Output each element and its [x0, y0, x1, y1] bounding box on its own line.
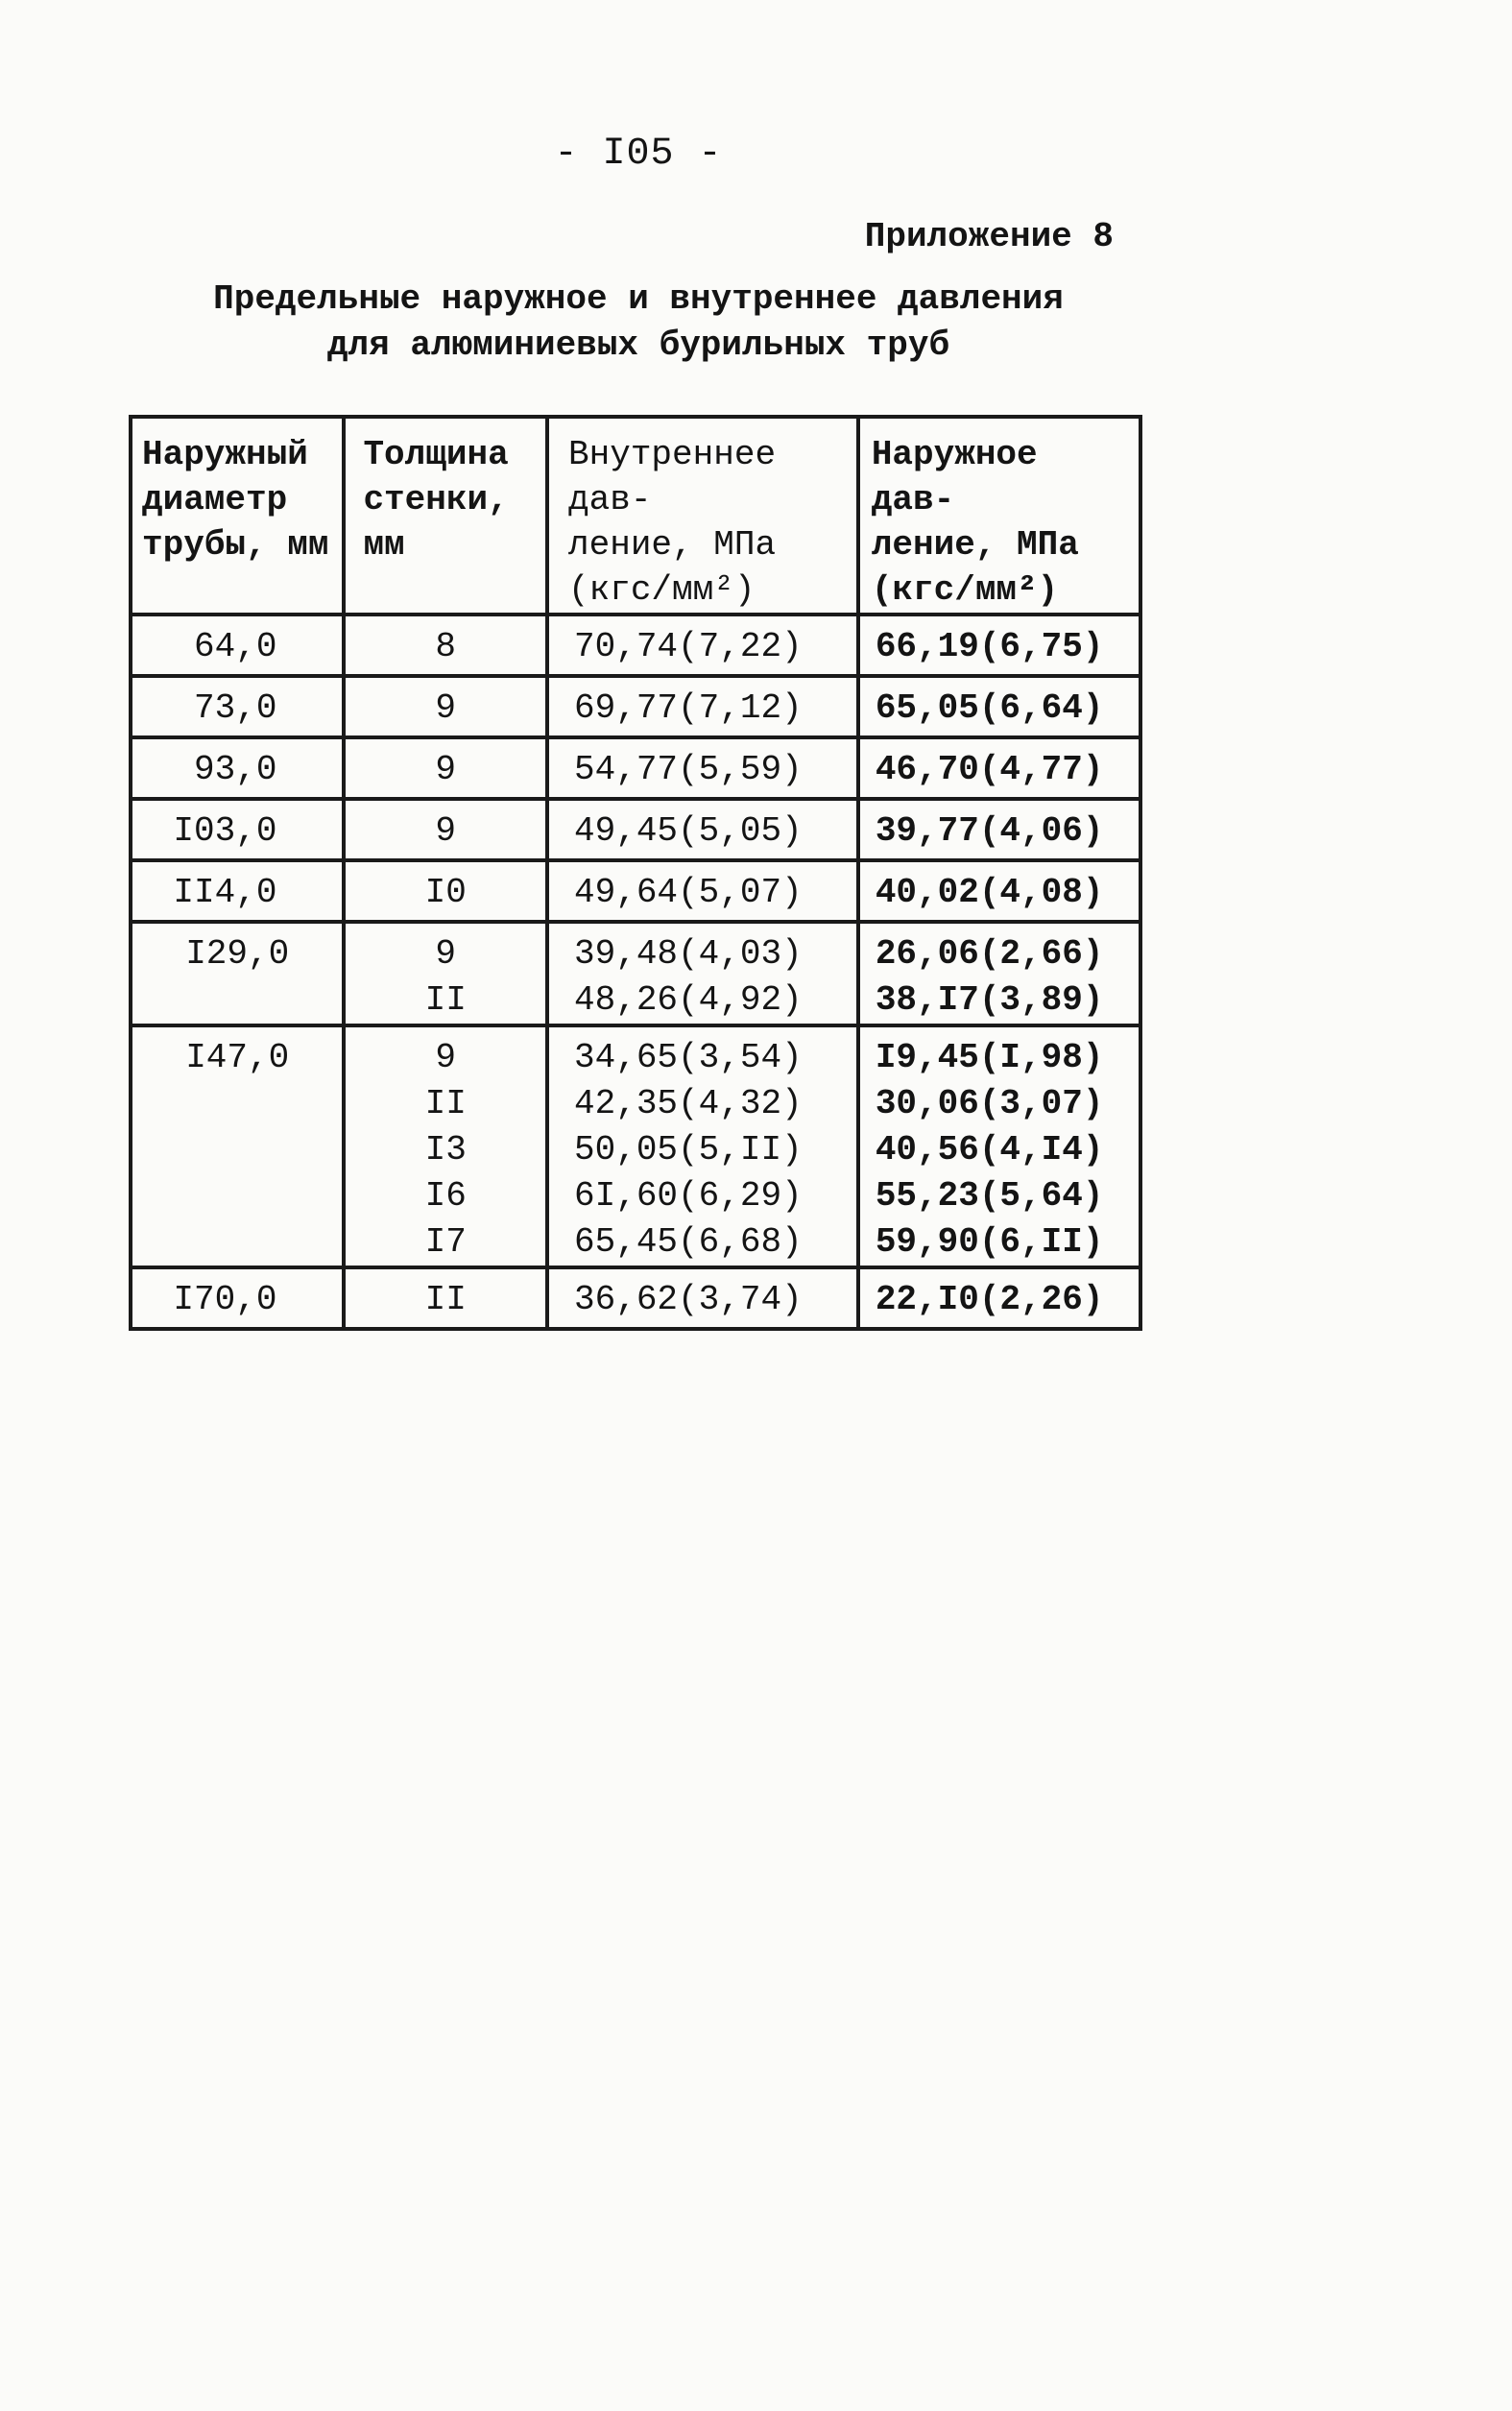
cell-outer-diameter	[131, 1025, 344, 1267]
cell-wall-thickness-line: 9	[435, 750, 457, 789]
cell-wall-thickness	[344, 615, 547, 676]
cell-inner-pressure-line: 39,48(4,03)	[574, 934, 803, 974]
cell-outer-pressure-line: 55,23(5,64)	[875, 1176, 1104, 1216]
header-inner-pressure: Внутреннее дав- ление, МПа (кгс/мм²)	[547, 417, 858, 615]
cell-outer-pressure	[858, 615, 1140, 676]
cell-outer-pressure-line: 22,I0(2,26)	[875, 1280, 1104, 1319]
cell-outer-diameter-value: I47,0	[185, 1038, 290, 1077]
cell-outer-diameter	[131, 1267, 344, 1329]
cell-outer-pressure-line: 30,06(3,07)	[875, 1084, 1104, 1123]
cell-inner-pressure	[547, 922, 858, 1025]
cell-outer-pressure-line: 59,90(6,II)	[875, 1222, 1104, 1262]
cell-inner-pressure-line: 42,35(4,32)	[574, 1084, 803, 1123]
table-row	[131, 860, 1140, 922]
cell-inner-pressure	[547, 676, 858, 737]
cell-inner-pressure-line: 48,26(4,92)	[574, 980, 803, 1020]
cell-outer-pressure	[858, 676, 1140, 737]
table-row	[131, 1267, 1140, 1329]
cell-inner-pressure-line: 50,05(5,II)	[574, 1130, 803, 1169]
cell-outer-pressure-line: I9,45(I,98)	[875, 1038, 1104, 1077]
table-header-row	[131, 417, 1140, 615]
cell-outer-diameter-value: 64,0	[194, 627, 277, 666]
cell-wall-thickness-line: II	[424, 1280, 467, 1319]
cell-outer-diameter	[131, 676, 344, 737]
cell-outer-diameter-value: 73,0	[194, 688, 277, 728]
cell-inner-pressure	[547, 799, 858, 860]
cell-wall-thickness-line: 9	[435, 688, 457, 728]
cell-inner-pressure	[547, 1267, 858, 1329]
cell-inner-pressure	[547, 737, 858, 799]
cell-wall-thickness-line: 9	[435, 811, 457, 851]
cell-outer-diameter	[131, 737, 344, 799]
table-row	[131, 1025, 1140, 1267]
cell-wall-thickness	[344, 737, 547, 799]
header-outer-diameter: Наружный диаметр трубы, мм	[131, 417, 344, 615]
cell-outer-pressure-line: 65,05(6,64)	[875, 688, 1104, 728]
cell-inner-pressure-line: 54,77(5,59)	[574, 750, 803, 789]
cell-inner-pressure-line: 36,62(3,74)	[574, 1280, 803, 1319]
cell-outer-diameter	[131, 860, 344, 922]
cell-inner-pressure-line: 65,45(6,68)	[574, 1222, 803, 1262]
cell-outer-diameter-value: I29,0	[185, 934, 290, 974]
cell-inner-pressure-line: 49,64(5,07)	[574, 873, 803, 912]
cell-outer-pressure	[858, 1025, 1140, 1267]
cell-outer-pressure	[858, 1267, 1140, 1329]
cell-wall-thickness	[344, 922, 547, 1025]
cell-outer-diameter-value: II4,0	[173, 873, 277, 912]
table-row	[131, 615, 1140, 676]
pressure-table	[129, 415, 1142, 1331]
cell-wall-thickness-line: I3	[424, 1130, 467, 1169]
cell-inner-pressure	[547, 615, 858, 676]
cell-outer-diameter-value: I03,0	[173, 811, 277, 851]
cell-inner-pressure-line: 70,74(7,22)	[574, 627, 803, 666]
cell-outer-diameter	[131, 615, 344, 676]
table-row	[131, 737, 1140, 799]
cell-outer-diameter	[131, 799, 344, 860]
cell-wall-thickness-line: I6	[424, 1176, 467, 1216]
header-wall-thickness: Толщина стенки, мм	[344, 417, 547, 615]
cell-wall-thickness-line: 9	[435, 934, 457, 974]
table-body	[131, 615, 1140, 1329]
cell-wall-thickness-line: I0	[424, 873, 467, 912]
cell-outer-pressure-line: 40,02(4,08)	[875, 873, 1104, 912]
cell-outer-diameter-value: 93,0	[194, 750, 277, 789]
header-outer-pressure: Наружное дав- ление, МПа (кгс/мм²)	[858, 417, 1140, 615]
page-number: - I05 -	[554, 133, 723, 176]
cell-outer-pressure	[858, 737, 1140, 799]
cell-inner-pressure	[547, 860, 858, 922]
table-row	[131, 799, 1140, 860]
cell-wall-thickness	[344, 799, 547, 860]
cell-inner-pressure	[547, 1025, 858, 1267]
document-title	[0, 277, 1277, 369]
cell-wall-thickness-line: I7	[424, 1222, 467, 1262]
appendix-label: Приложение 8	[864, 217, 1114, 256]
cell-inner-pressure-line: 6I,60(6,29)	[574, 1176, 803, 1216]
cell-wall-thickness-line: 8	[435, 627, 457, 666]
cell-outer-pressure-line: 26,06(2,66)	[875, 934, 1104, 974]
table-row	[131, 676, 1140, 737]
cell-wall-thickness-line: II	[424, 980, 467, 1020]
cell-outer-pressure-line: 40,56(4,I4)	[875, 1130, 1104, 1169]
cell-inner-pressure-line: 49,45(5,05)	[574, 811, 803, 851]
table-row	[131, 922, 1140, 1025]
cell-outer-pressure	[858, 799, 1140, 860]
cell-outer-diameter-value: I70,0	[173, 1280, 277, 1319]
cell-inner-pressure-line: 69,77(7,12)	[574, 688, 803, 728]
cell-outer-pressure-line: 39,77(4,06)	[875, 811, 1104, 851]
title-line-2: для алюминиевых бурильных труб	[326, 325, 950, 365]
cell-wall-thickness-line: II	[424, 1084, 467, 1123]
cell-inner-pressure-line: 34,65(3,54)	[574, 1038, 803, 1077]
cell-outer-pressure	[858, 860, 1140, 922]
cell-wall-thickness	[344, 1025, 547, 1267]
cell-outer-diameter	[131, 922, 344, 1025]
cell-outer-pressure-line: 38,I7(3,89)	[875, 980, 1104, 1020]
cell-outer-pressure-line: 46,70(4,77)	[875, 750, 1104, 789]
cell-wall-thickness	[344, 860, 547, 922]
cell-outer-pressure	[858, 922, 1140, 1025]
title-line-1: Предельные наружное и внутреннее давления	[213, 279, 1064, 319]
cell-wall-thickness-line: 9	[435, 1038, 457, 1077]
cell-wall-thickness	[344, 1267, 547, 1329]
cell-wall-thickness	[344, 676, 547, 737]
cell-outer-pressure-line: 66,19(6,75)	[875, 627, 1104, 666]
